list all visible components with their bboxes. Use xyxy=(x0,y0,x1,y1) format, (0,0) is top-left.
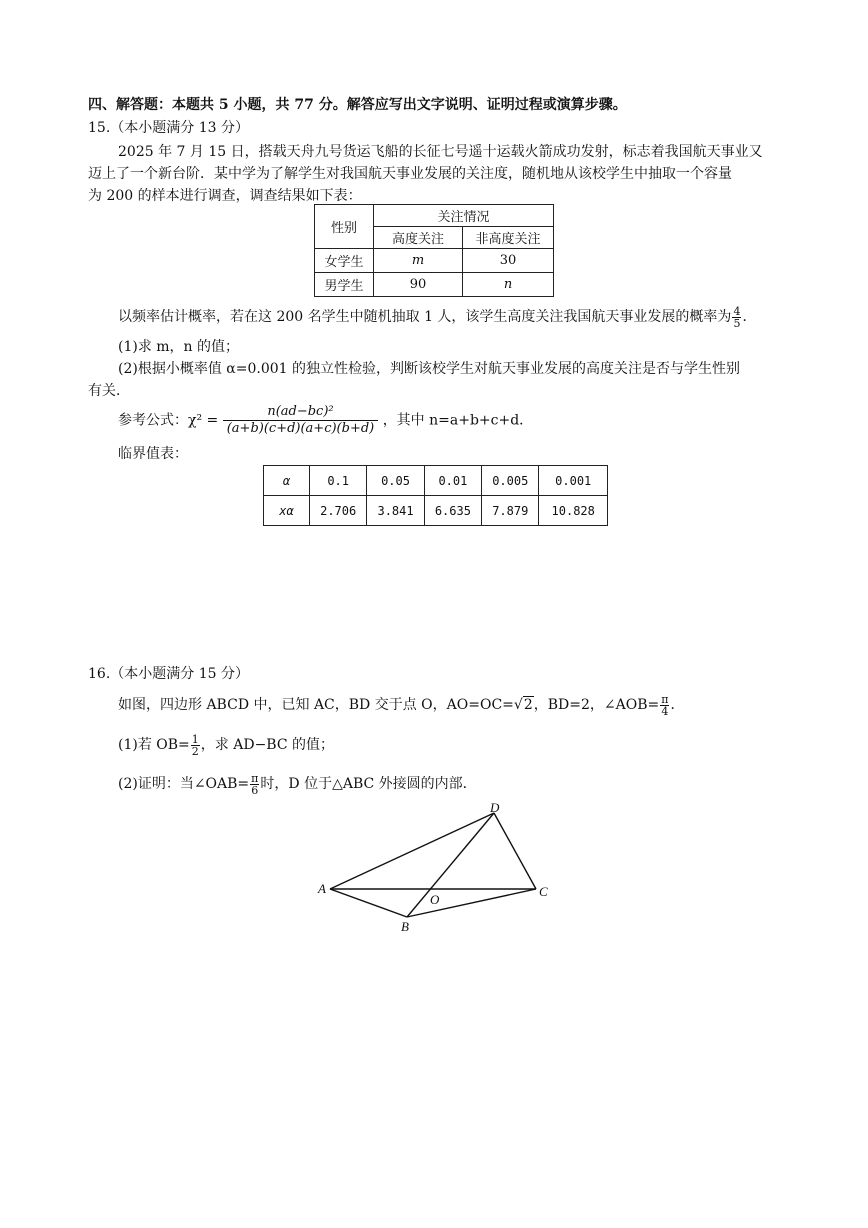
survey-header-not-high: 非高度关注 xyxy=(463,227,554,249)
survey-row-label: 女学生 xyxy=(315,249,374,273)
section-header: 四、解答题：本题共 5 小题，共 77 分。解答应写出文字说明、证明过程或演算步骤。 xyxy=(88,97,627,113)
prob-text: 以频率估计概率，若在这 200 名学生中随机抽取 1 人，该学生高度关注我国航天事业发展的概率为 xyxy=(118,309,732,325)
crit-cell: 0.01 xyxy=(424,466,481,496)
angle-fraction xyxy=(660,694,669,717)
segment-ab xyxy=(330,889,407,917)
q16-part2 xyxy=(118,772,477,796)
prob-den: 5 xyxy=(733,316,741,330)
formula-den: (a+b)(c+d)(a+c)(b+d) xyxy=(226,421,375,436)
crit-cell: 0.001 xyxy=(539,466,608,496)
q15-title: 15.（本小题满分 13 分） xyxy=(88,120,249,136)
label-o: O xyxy=(430,892,440,907)
label-c: C xyxy=(539,884,548,899)
q15-intro-line3: 为 200 的样本进行调查，调查结果如下表： xyxy=(88,188,362,204)
angle-num: π xyxy=(661,692,669,706)
q15-intro-line2: 迈上了一个新台阶．某中学为了解学生对我国航天事业发展的关注度，随机地从该校学生中抽取一个容量 xyxy=(88,166,732,182)
label-d: D xyxy=(490,800,500,815)
crit-row-head: xα xyxy=(264,496,310,526)
q16-intro-pre: 如图，四边形 ABCD 中，已知 AC，BD 交于点 O，AO=OC= xyxy=(118,697,514,713)
q16-part1-post: ，求 AD−BC 的值； xyxy=(200,737,335,753)
ob-fraction xyxy=(191,734,200,757)
oab-fraction xyxy=(250,773,259,796)
table-row xyxy=(315,249,554,273)
prob-fraction xyxy=(732,306,741,329)
label-a: A xyxy=(318,881,326,896)
crit-cell: 6.635 xyxy=(424,496,481,526)
survey-cell: n xyxy=(463,273,554,297)
q15-formula xyxy=(118,404,533,437)
crit-label: 临界值表： xyxy=(118,446,188,462)
crit-cell: 7.879 xyxy=(482,496,539,526)
oab-num: π xyxy=(251,771,259,785)
crit-cell: 0.05 xyxy=(367,466,424,496)
survey-table xyxy=(314,204,554,297)
crit-cell: 0.1 xyxy=(310,466,367,496)
survey-cell: 90 xyxy=(374,273,463,297)
q15-probability-line xyxy=(118,305,756,329)
formula-label: 参考公式：χ² = xyxy=(118,412,219,429)
crit-cell: 0.005 xyxy=(482,466,539,496)
survey-header-gender: 性别 xyxy=(315,205,374,249)
prob-num: 4 xyxy=(733,304,741,318)
survey-cell: m xyxy=(374,249,463,273)
segment-ad xyxy=(330,813,494,889)
ob-num: 1 xyxy=(191,732,199,746)
crit-cell: 10.828 xyxy=(539,496,608,526)
survey-header-high: 高度关注 xyxy=(374,227,463,249)
q16-title: 16.（本小题满分 15 分） xyxy=(88,666,249,682)
q16-part2-post: 时，D 位于△ABC 外接圆的内部． xyxy=(260,776,477,792)
angle-den: 4 xyxy=(661,704,669,718)
q16-part2-pre: (2)证明：当∠OAB= xyxy=(118,776,250,792)
survey-cell: 30 xyxy=(463,249,554,273)
sqrt-expression: √2 xyxy=(513,697,533,713)
q16-intro-mid: ，BD=2，∠AOB= xyxy=(533,697,660,713)
crit-cell: 2.706 xyxy=(310,496,367,526)
segment-dc xyxy=(494,813,536,889)
sqrt-radicand: 2 xyxy=(523,697,533,713)
quadrilateral-figure xyxy=(300,800,580,940)
q15-part2-line1: (2)根据小概率值 α=0.001 的独立性检验，判断该校学生对航天事业发展的高度关注是否与学生性别 xyxy=(118,361,740,377)
crit-row-head: α xyxy=(264,466,310,496)
oab-den: 6 xyxy=(251,783,259,797)
table-row xyxy=(315,273,554,297)
ob-den: 2 xyxy=(191,744,199,758)
prob-end: ． xyxy=(742,309,757,325)
crit-cell: 3.841 xyxy=(367,496,424,526)
formula-tail: ，其中 n=a+b+c+d． xyxy=(382,412,534,429)
critical-value-table xyxy=(263,465,608,526)
q16-intro-end: ． xyxy=(670,697,685,713)
survey-header-group: 关注情况 xyxy=(374,205,554,227)
table-row xyxy=(264,466,608,496)
formula-num: n(ad−bc)² xyxy=(223,404,379,421)
q16-part1 xyxy=(118,733,334,757)
q15-part2-line2: 有关． xyxy=(88,383,130,399)
q15-intro-line1: 2025 年 7 月 15 日，搭载天舟九号货运飞船的长征七号遥十运载火箭成功发射，标志着我国航天事业又 xyxy=(118,144,763,160)
q16-intro xyxy=(118,693,684,717)
q15-part1: (1)求 m，n 的值； xyxy=(118,339,240,355)
formula-fraction xyxy=(223,404,379,437)
label-b: B xyxy=(401,919,409,934)
q16-part1-pre: (1)若 OB= xyxy=(118,737,190,753)
survey-row-label: 男学生 xyxy=(315,273,374,297)
table-row xyxy=(264,496,608,526)
